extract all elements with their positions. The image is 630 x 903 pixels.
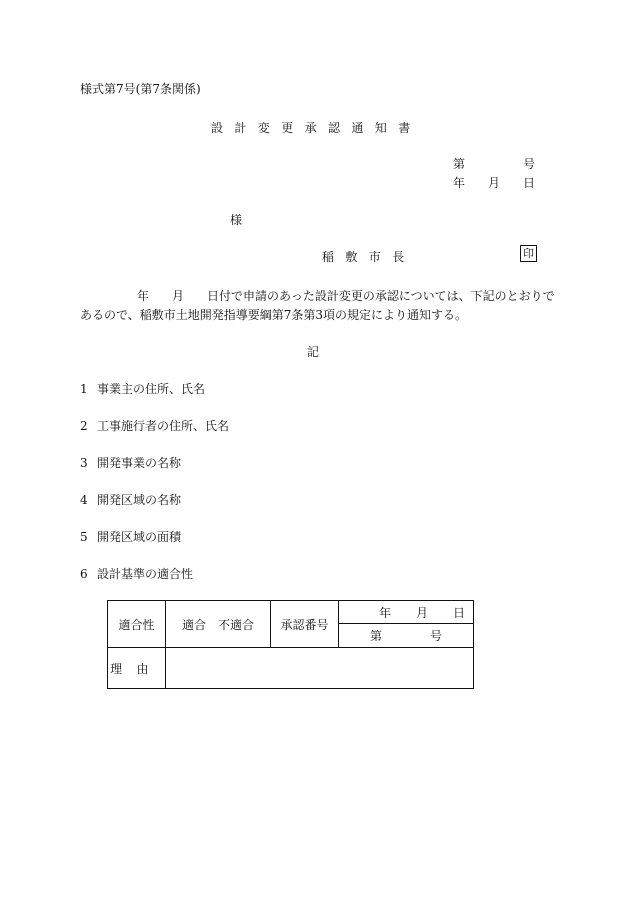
approval-date-year: 年 [378, 605, 391, 620]
form-id: 様式第7号(第7条関係) [80, 82, 201, 96]
issue-date-month: 月 [488, 176, 501, 190]
approval-number-cell [339, 624, 474, 648]
document-title: 設計変更承認通知書 [211, 121, 422, 135]
item-label: 事業主の住所、氏名 [97, 382, 206, 396]
issue-date-day: 日 [523, 176, 536, 190]
issue-date-year: 年 [453, 176, 466, 190]
approval-date-day: 日 [452, 605, 465, 620]
body-text-line1: 日付で申請のあった設計変更の承認については、下記のとおりで [207, 289, 555, 303]
list-item [80, 491, 181, 508]
seal-mark: 印 [520, 245, 537, 262]
reason-label-cell [108, 648, 166, 689]
doc-number-suffix: 号 [523, 157, 536, 171]
addressee-honorific: 様 [230, 213, 243, 227]
body-month: 月 [172, 289, 185, 303]
item-number: 1 [80, 382, 88, 396]
approval-number-prefix: 第 [369, 629, 382, 643]
reason-value-cell [166, 648, 474, 689]
issuer-title: 稲敷市長 [322, 250, 416, 264]
note-heading: 記 [307, 345, 320, 359]
list-item [80, 454, 181, 471]
item-label: 設計基準の適合性 [97, 567, 194, 581]
list-item [80, 417, 229, 434]
list-item [80, 528, 181, 545]
item-number: 4 [80, 493, 88, 507]
conformity-label: 適合性 [118, 617, 155, 632]
reason-label: 理由 [110, 661, 163, 676]
item-number: 2 [80, 419, 88, 433]
table-row [108, 648, 474, 689]
approval-date-cell [339, 601, 474, 624]
approval-number-suffix: 号 [430, 629, 443, 643]
conformity-label-cell [108, 601, 166, 648]
table-row [108, 601, 474, 624]
doc-number-prefix: 第 [453, 157, 466, 171]
conformity-options: 適合 不適合 [181, 617, 254, 632]
conformity-table [107, 600, 474, 689]
item-label: 開発区域の名称 [97, 493, 182, 507]
body-year: 年 [137, 289, 150, 303]
item-number: 6 [80, 567, 88, 581]
item-label: 開発事業の名称 [97, 456, 182, 470]
item-label: 開発区域の面積 [97, 530, 182, 544]
approval-number-label: 承認番号 [280, 617, 329, 632]
approval-number-label-cell [271, 601, 339, 648]
conformity-options-cell [166, 601, 271, 648]
list-item [80, 565, 193, 582]
item-number: 5 [80, 530, 88, 544]
list-item [80, 380, 205, 397]
item-number: 3 [80, 456, 88, 470]
body-text-line2: あるので、稲敷市土地開発指導要綱第7条第3項の規定により通知する。 [80, 308, 468, 322]
item-label: 工事施行者の住所、氏名 [97, 419, 230, 433]
approval-date-month: 月 [415, 605, 428, 620]
